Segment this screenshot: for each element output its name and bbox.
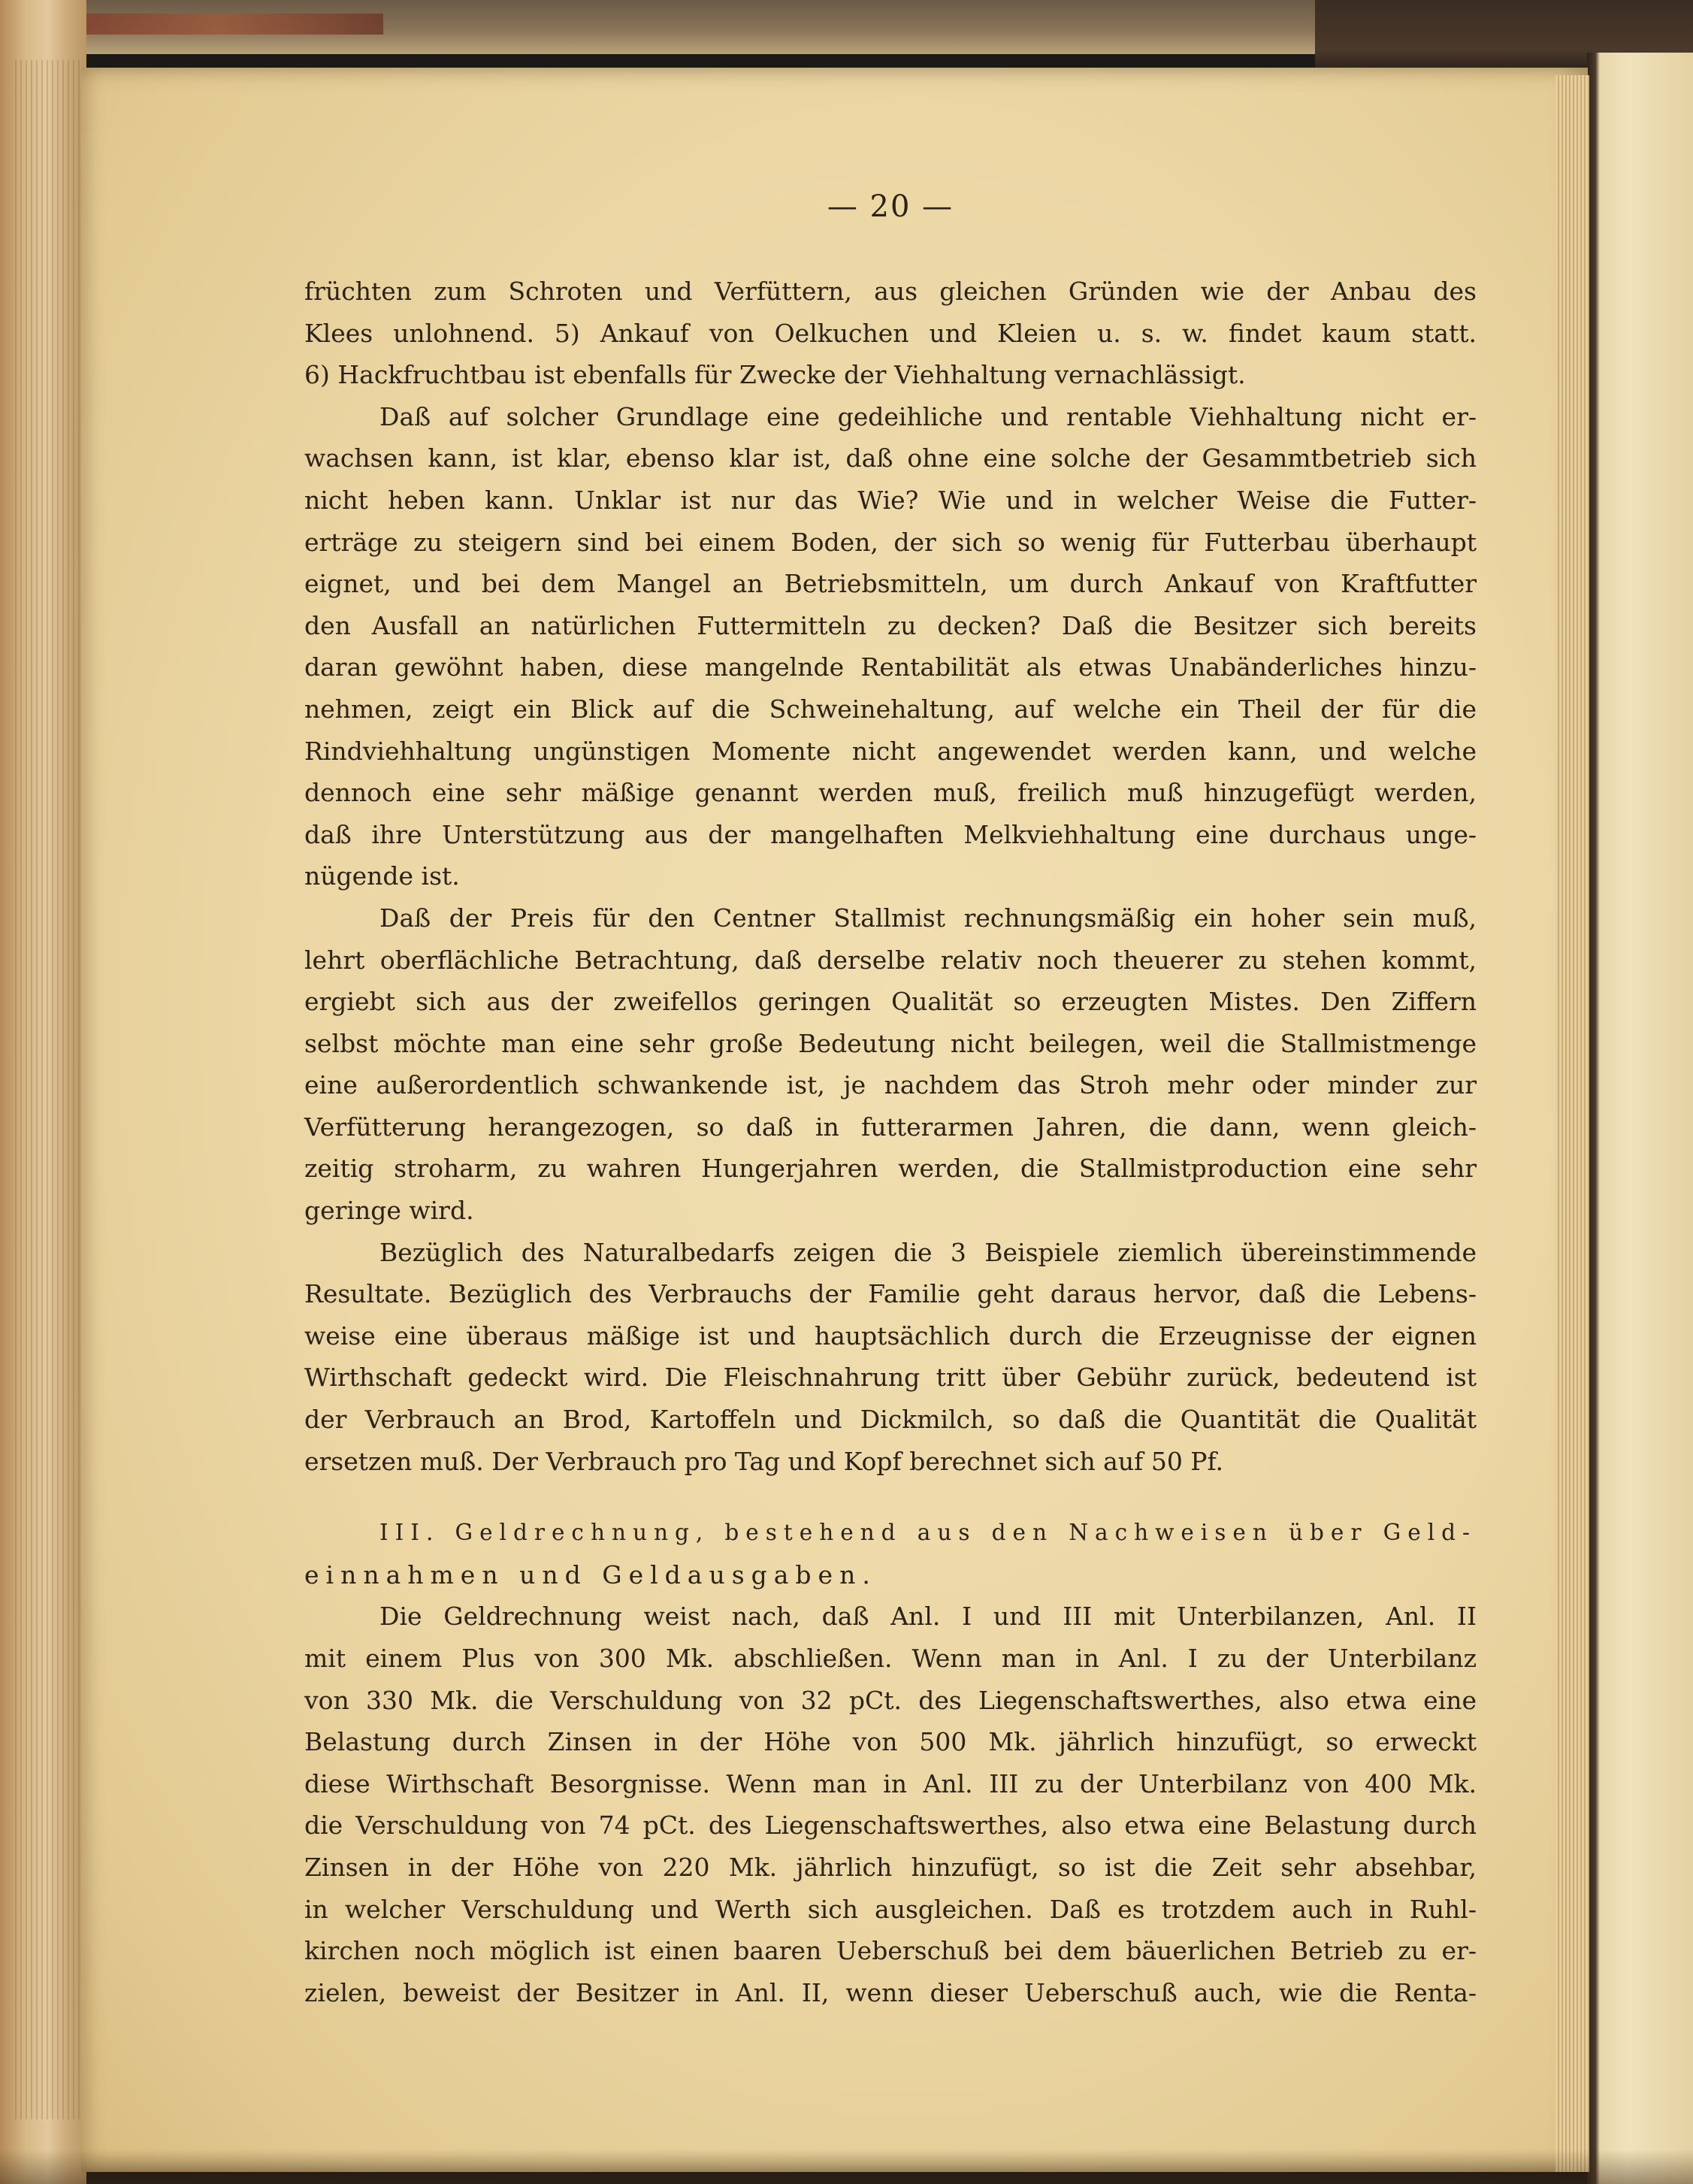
text-line: die Verschuldung von 74 pCt. des Liegenschaftswerthes, also etwa eine Belastung durch <box>304 1810 1477 1841</box>
text-line: nehmen, zeigt ein Blick auf die Schweinehaltung, auf welche ein Theil der für die <box>304 694 1477 724</box>
text-line: dennoch eine sehr mäßige genannt werden muß, freilich muß hinzugefügt werden, <box>304 778 1477 808</box>
text-line: Daß der Preis für den Centner Stallmist rechnungsmäßig ein hoher sein muß, <box>379 903 1477 933</box>
binding-red-strip <box>53 14 383 35</box>
bottom-shadow <box>0 2149 1693 2184</box>
left-page-stack-lines <box>15 60 83 2119</box>
text-line: eine außerordentlich schwankende ist, je nachdem das Stroh mehr oder minder zur <box>304 1070 1477 1100</box>
body-text <box>304 271 1477 2013</box>
text-line: daran gewöhnt haben, diese mangelnde Rentabilität als etwas Unabänderliches hinzu- <box>304 652 1477 682</box>
text-line: ergiebt sich aus der zweifellos geringen Qualität so erzeugten Mistes. Den Ziffern <box>304 987 1477 1017</box>
text-line: diese Wirthschaft Besorgnisse. Wenn man in Anl. III zu der Unterbilanz von 400 Mk. <box>304 1768 1477 1798</box>
text-line: Wirthschaft gedeckt wird. Die Fleischnahrung tritt über Gebühr zurück, bedeutend ist <box>304 1363 1477 1393</box>
text-line: selbst möchte man eine sehr große Bedeutung nicht beilegen, weil die Stallmistmenge <box>304 1028 1477 1058</box>
text-line: Belastung durch Zinsen in der Höhe von 500 Mk. jährlich hinzufügt, so erweckt <box>304 1727 1477 1757</box>
text-line: weise eine überaus mäßige ist und hauptsächlich durch die Erzeugnisse der eignen <box>304 1320 1477 1351</box>
text-line: Die Geldrechnung weist nach, daß Anl. I und III mit Unterbilanzen, Anl. II <box>379 1602 1477 1632</box>
text-line: den Ausfall an natürlichen Futtermitteln zu decken? Daß die Besitzer sich bereits <box>304 610 1477 640</box>
text-line: mit einem Plus von 300 Mk. abschließen. Wenn man in Anl. I zu der Unterbilanz <box>304 1644 1477 1673</box>
section-heading: einnahmen und Geldausgaben. <box>304 1559 877 1590</box>
page-number: — 20 — <box>827 189 954 224</box>
text-line: Daß auf solcher Grundlage eine gedeihliche und rentable Viehhaltung nicht er- <box>379 401 1477 431</box>
text-line: 6) Hackfruchtbau ist ebenfalls für Zwecke der Viehhaltung vernachlässigt. <box>304 360 1246 390</box>
text-line: Verfütterung herangezogen, so daß in futterarmen Jahren, die dann, wenn gleich- <box>304 1112 1477 1142</box>
text-line: in welcher Verschuldung und Werth sich ausgleichen. Daß es trotzdem auch in Ruhl- <box>304 1894 1477 1924</box>
text-line: geringe wird. <box>304 1196 474 1226</box>
text-line: früchten zum Schroten und Verfüttern, aus gleichen Gründen wie der Anbau des <box>304 277 1477 306</box>
section-heading: III. Geldrechnung, bestehend aus den Nachweisen über Geld- <box>379 1520 1477 1546</box>
text-line: zeitig stroharm, zu wahren Hungerjahren werden, die Stallmistproduction eine sehr <box>304 1154 1477 1184</box>
text-line: lehrt oberflächliche Betrachtung, daß derselbe relativ noch theuerer zu stehen kommt, <box>304 945 1477 975</box>
text-line: ersetzen muß. Der Verbrauch pro Tag und Kopf berechnet sich auf 50 Pf. <box>304 1446 1224 1476</box>
text-line: von 330 Mk. die Verschuldung von 32 pCt. des Liegenschaftswerthes, also etwa eine <box>304 1685 1477 1715</box>
right-page-stack <box>1555 75 1589 2172</box>
text-line: der Verbrauch an Brod, Kartoffeln und Dickmilch, so daß die Quantität die Qualität <box>304 1405 1477 1435</box>
text-line: Rindviehhaltung ungünstigen Momente nicht angewendet werden kann, und welche <box>304 736 1477 766</box>
text-line: erträge zu steigern sind bei einem Boden, der sich so wenig für Futterbau überhaupt <box>304 527 1477 557</box>
text-line: Resultate. Bezüglich des Verbrauchs der Familie geht daraus hervor, daß die Lebens- <box>304 1279 1477 1309</box>
text-line: Klees unlohnend. 5) Ankauf von Oelkuchen und Kleien u. s. w. findet kaum statt. <box>304 318 1477 348</box>
text-line: nügende ist. <box>304 861 460 891</box>
text-line: nicht heben kann. Unklar ist nur das Wie? Wie und in welcher Weise die Futter- <box>304 485 1477 515</box>
text-line: daß ihre Unterstützung aus der mangelhaften Melkviehhaltung eine durchaus unge- <box>304 819 1477 849</box>
right-facing-page <box>1587 53 1693 2184</box>
text-line: kirchen noch möglich ist einen baaren Ueberschuß bei dem bäuerlichen Betrieb zu er- <box>304 1936 1477 1966</box>
left-page-stack <box>0 0 86 2184</box>
text-line: eignet, und bei dem Mangel an Betriebsmitteln, um durch Ankauf von Kraftfutter <box>304 569 1477 599</box>
section-gap <box>304 1482 1477 1512</box>
text-line: wachsen kann, ist klar, ebenso klar ist, daß ohne eine solche der Gesammtbetrieb sich <box>304 443 1477 473</box>
text-line: Bezüglich des Naturalbedarfs zeigen die 3 Beispiele ziemlich übereinstimmende <box>379 1237 1477 1267</box>
text-line: Zinsen in der Höhe von 220 Mk. jährlich hinzufügt, so ist die Zeit sehr absehbar, <box>304 1852 1477 1882</box>
text-line: zielen, beweist der Besitzer in Anl. II, wenn dieser Ueberschuß auch, wie die Renta- <box>304 1977 1477 2007</box>
